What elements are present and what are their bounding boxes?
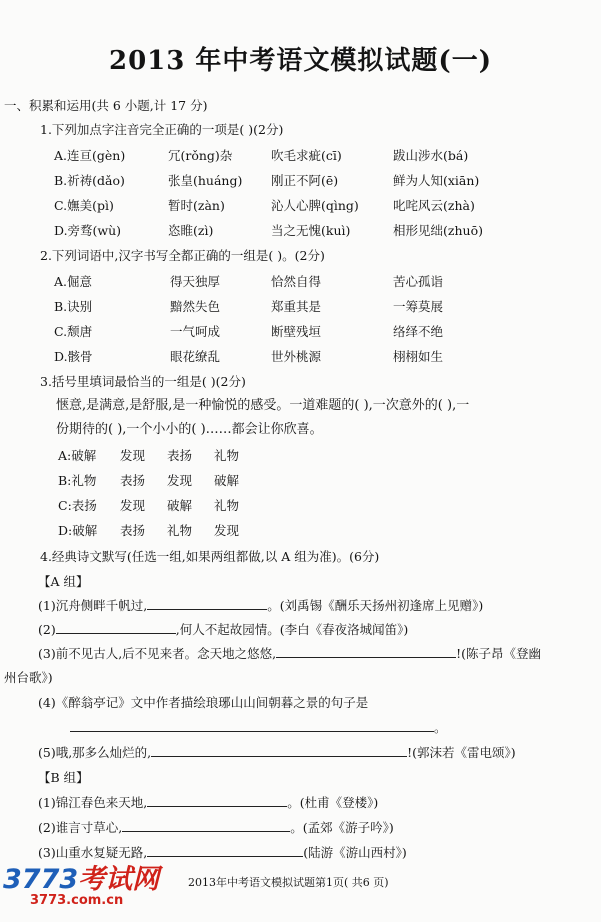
b2-blank[interactable] xyxy=(122,820,290,832)
q2-option-a-word3: 恰然自得 xyxy=(271,274,322,289)
a2-suffix: ,何人不起故园情。(李白《春夜洛城闻笛》) xyxy=(175,622,409,637)
b2-suffix: 。(孟郊《游子吟》) xyxy=(290,820,394,835)
a3-line xyxy=(38,646,541,662)
a1-line xyxy=(38,598,483,614)
question-2-stem: 2.下列词语中,汉字书写全都正确的一组是( )。(2分) xyxy=(40,248,325,263)
a3-blank[interactable] xyxy=(276,646,456,658)
q3-option-b: B:礼物 xyxy=(58,473,97,488)
logo-number: 3773 xyxy=(3,864,79,895)
q1-option-c-word4: 叱咤风云(zhà) xyxy=(393,198,475,213)
question-1-stem: 1.下列加点字注音完全正确的一项是( )(2分) xyxy=(40,122,284,137)
q3-option-a-word2: 发现 xyxy=(120,448,146,463)
site-domain[interactable]: 3773.com.cn xyxy=(30,893,124,908)
q1-option-a-word4: 跋山涉水(bá) xyxy=(393,148,469,163)
q1-option-c-word3: 沁人心脾(qìng) xyxy=(271,198,359,213)
q2-option-c-word2: 一气呵成 xyxy=(170,324,221,339)
q2-option-b-word4: 一筹莫展 xyxy=(393,299,444,314)
a2-prefix: (2) xyxy=(38,622,56,637)
a3-suffix: !(陈子昂《登幽 xyxy=(456,646,542,661)
b3-prefix: (3)山重水复疑无路, xyxy=(38,845,148,860)
q1-option-c: C.嫵美(pì) xyxy=(54,198,114,213)
section-heading: 一、积累和运用(共 6 小题,计 17 分) xyxy=(4,98,208,113)
question-3-passage-line1: 惬意,是满意,是舒服,是一种愉悦的感受。一道难题的( ),一次意外的( ),一 xyxy=(56,398,470,413)
a5-suffix: !(郭沫若《雷电颂》) xyxy=(407,745,516,760)
q2-option-c-word3: 断壁残垣 xyxy=(271,324,322,339)
q3-option-b-word3: 发现 xyxy=(167,473,193,488)
b2-line xyxy=(38,820,394,836)
q3-option-a-word3: 表扬 xyxy=(167,448,193,463)
q1-option-d-word2: 恣睢(zì) xyxy=(168,223,214,238)
q1-option-d-word4: 相形见绌(zhuō) xyxy=(393,223,483,238)
b1-prefix: (1)锦江春色来天地, xyxy=(38,795,148,810)
b3-blank[interactable] xyxy=(147,845,303,857)
logo-cn-text: 考试网 xyxy=(78,864,160,895)
q2-option-a: A.倔意 xyxy=(54,274,93,289)
a5-prefix: (5)哦,那多么灿烂的, xyxy=(38,745,152,760)
page-footer: 2013年中考语文模拟试题第1页( 共6 页) xyxy=(188,876,389,889)
a5-blank[interactable] xyxy=(151,745,407,757)
a4-blank[interactable] xyxy=(70,720,434,732)
q3-option-a: A:破解 xyxy=(58,448,97,463)
a3-continuation: 州台歌》) xyxy=(4,670,53,685)
q3-option-c-word4: 礼物 xyxy=(214,498,240,513)
b3-suffix: (陆游《游山西村》) xyxy=(303,845,407,860)
q2-option-d-word3: 世外桃源 xyxy=(271,349,322,364)
a1-prefix: (1)沉舟侧畔千帆过, xyxy=(38,598,148,613)
q3-option-c-word2: 发现 xyxy=(120,498,146,513)
q1-option-a-word3: 吹毛求疵(cī) xyxy=(271,148,342,163)
q3-option-c: C:表扬 xyxy=(58,498,97,513)
a1-suffix: 。(刘禹锡《酬乐天扬州初逢席上见赠》) xyxy=(267,598,484,613)
question-3-passage-line2: 份期待的( ),一个小小的( )……都会让你欣喜。 xyxy=(56,422,323,437)
q1-option-a-word2: 冗(rǒng)杂 xyxy=(168,148,233,163)
q2-option-c: C.颓唐 xyxy=(54,324,93,339)
q2-option-b: B.诀别 xyxy=(54,299,93,314)
q3-option-a-word4: 礼物 xyxy=(214,448,240,463)
q2-option-c-word4: 络绎不绝 xyxy=(393,324,444,339)
q2-option-d-word4: 栩栩如生 xyxy=(393,349,444,364)
b1-line xyxy=(38,795,378,811)
a3-prefix: (3)前不见古人,后不见来者。念天地之悠悠, xyxy=(38,646,277,661)
b1-suffix: 。(杜甫《登楼》) xyxy=(287,795,379,810)
q1-option-b-word4: 鲜为人知(xiān) xyxy=(393,173,480,188)
a1-blank[interactable] xyxy=(147,598,267,610)
a2-blank[interactable] xyxy=(56,622,176,634)
q3-option-b-word2: 表扬 xyxy=(120,473,146,488)
q1-option-b-word3: 刚正不阿(ē) xyxy=(271,173,339,188)
q2-option-b-word2: 黯然失色 xyxy=(170,299,221,314)
q3-option-d: D:破解 xyxy=(58,523,98,538)
q3-option-d-word4: 发现 xyxy=(214,523,240,538)
b2-prefix: (2)谁言寸草心, xyxy=(38,820,123,835)
a5-line xyxy=(38,745,516,761)
q1-option-a: A.连亘(gèn) xyxy=(54,148,126,163)
q1-option-c-word2: 暂时(zàn) xyxy=(168,198,225,213)
q2-option-a-word4: 苦心孤诣 xyxy=(393,274,444,289)
site-logo[interactable] xyxy=(3,857,159,896)
q2-option-d: D.骸骨 xyxy=(54,349,93,364)
question-4-stem: 4.经典诗文默写(任选一组,如果两组都做,以 A 组为准)。(6分) xyxy=(40,549,380,564)
q3-option-d-word2: 表扬 xyxy=(120,523,146,538)
q3-option-d-word3: 礼物 xyxy=(167,523,193,538)
q1-option-b: B.祈祷(dǎo) xyxy=(54,173,125,188)
q2-option-d-word2: 眼花缭乱 xyxy=(170,349,221,364)
q1-option-b-word2: 张皇(huáng) xyxy=(168,173,243,188)
q1-option-d-word3: 当之无愧(kuì) xyxy=(271,223,351,238)
page-title: 2013 年中考语文模拟试题(一) xyxy=(108,46,493,76)
group-b-heading: 【B 组】 xyxy=(38,770,89,785)
b1-blank[interactable] xyxy=(147,795,287,807)
q3-option-b-word4: 破解 xyxy=(214,473,240,488)
a4-answer-line: 。 xyxy=(70,720,447,736)
q1-option-d: D.旁骛(wù) xyxy=(54,223,122,238)
question-3-stem: 3.括号里填词最恰当的一组是( )(2分) xyxy=(40,374,246,389)
a4-line: (4)《醉翁亭记》文中作者描绘琅琊山山间朝暮之景的句子是 xyxy=(38,695,369,710)
group-a-heading: 【A 组】 xyxy=(38,574,89,589)
q2-option-a-word2: 得天独厚 xyxy=(170,274,221,289)
q2-option-b-word3: 郑重其是 xyxy=(271,299,322,314)
q3-option-c-word3: 破解 xyxy=(167,498,193,513)
a2-line xyxy=(38,622,408,638)
